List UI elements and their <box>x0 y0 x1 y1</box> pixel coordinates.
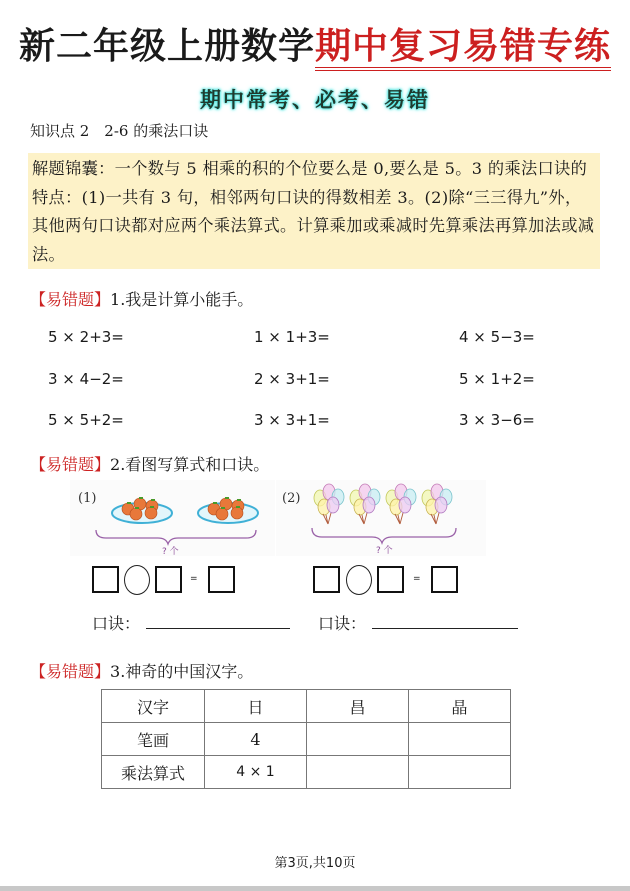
equation: 3 × 3−6= <box>459 411 535 429</box>
table-row-label: 笔画 <box>102 723 205 756</box>
equation: 4 × 5−3= <box>459 328 535 346</box>
apple-plates-icon <box>70 480 275 556</box>
question-1-heading <box>30 287 253 310</box>
table-cell: 4 × 1 <box>205 756 307 789</box>
answer-box[interactable] <box>208 566 235 593</box>
table-header-cell: 汉字 <box>102 690 205 723</box>
koujue-label: 口诀： <box>318 614 367 633</box>
table-answer-cell[interactable] <box>409 723 511 756</box>
svg-text:? 个: ? 个 <box>162 547 179 556</box>
page-bottom-divider <box>0 886 630 891</box>
question-2-heading <box>30 452 269 475</box>
part-label: (1) <box>78 491 97 506</box>
balloon-bunches-picture <box>276 480 486 556</box>
question-3-title: 3.神奇的中国汉字。 <box>110 662 254 681</box>
svg-text:? 个: ? 个 <box>376 546 393 556</box>
question-3-heading <box>30 659 253 682</box>
table-cell: 4 <box>205 723 307 756</box>
table-header-cell: 晶 <box>409 690 511 723</box>
koujue-label: 口诀： <box>92 614 141 633</box>
equals-sign: = <box>190 574 198 584</box>
table-answer-cell[interactable] <box>409 756 511 789</box>
document-title <box>0 22 630 70</box>
page-number: 第3页,共10页 <box>274 856 356 871</box>
error-prone-tag: 【易错题】 <box>30 455 111 474</box>
subtitle: 期中常考、必考、易错 <box>200 87 430 112</box>
title-black: 新二年级上册数学 <box>18 25 315 67</box>
table-row <box>102 756 511 789</box>
apple-plates-picture <box>70 480 275 556</box>
hanzi-table <box>101 689 511 789</box>
error-prone-tag: 【易错题】 <box>30 662 111 681</box>
tip-box: 解题锦囊：一个数与 5 相乘的积的个位要么是 0,要么是 5。3 的乘法口诀的特点：(1)一共有 3 句，相邻两句口诀的得数相差 3。(2)除“三三得九”外，其他两句口诀都对应两个乘法算式。计算乘加或乘减时先算乘法再算加法或减法。 <box>28 153 600 269</box>
balloon-bunches-icon <box>276 480 486 556</box>
operator-circle[interactable] <box>124 565 150 595</box>
table-header-cell: 日 <box>205 690 307 723</box>
answer-box[interactable] <box>431 566 458 593</box>
answer-box[interactable] <box>92 566 119 593</box>
answer-box[interactable] <box>377 566 404 593</box>
table-answer-cell[interactable] <box>307 756 409 789</box>
question-2-title: 2.看图写算式和口诀。 <box>110 455 270 474</box>
equation: 2 × 3+1= <box>254 370 330 388</box>
table-header-cell: 昌 <box>307 690 409 723</box>
error-prone-tag: 【易错题】 <box>30 290 111 309</box>
table-row <box>102 723 511 756</box>
equation: 5 × 2+3= <box>48 328 124 346</box>
equation: 3 × 3+1= <box>254 411 330 429</box>
koujue-answer-line[interactable] <box>372 627 518 629</box>
koujue-answer-line[interactable] <box>146 627 290 629</box>
question-1-title: 1.我是计算小能手。 <box>110 290 254 309</box>
operator-circle[interactable] <box>346 565 372 595</box>
title-red: 期中复习易错专练 <box>315 25 611 71</box>
part-label: (2) <box>282 491 301 506</box>
equation: 1 × 1+3= <box>254 328 330 346</box>
table-answer-cell[interactable] <box>307 723 409 756</box>
equation: 5 × 5+2= <box>48 411 124 429</box>
table-row-label: 乘法算式 <box>102 756 205 789</box>
knowledge-point-heading: 知识点 2 2-6 的乘法口诀 <box>30 122 209 140</box>
table-row <box>102 690 511 723</box>
answer-box[interactable] <box>155 566 182 593</box>
equation: 5 × 1+2= <box>459 370 535 388</box>
equation: 3 × 4−2= <box>48 370 124 388</box>
equals-sign: = <box>413 574 421 584</box>
answer-box[interactable] <box>313 566 340 593</box>
